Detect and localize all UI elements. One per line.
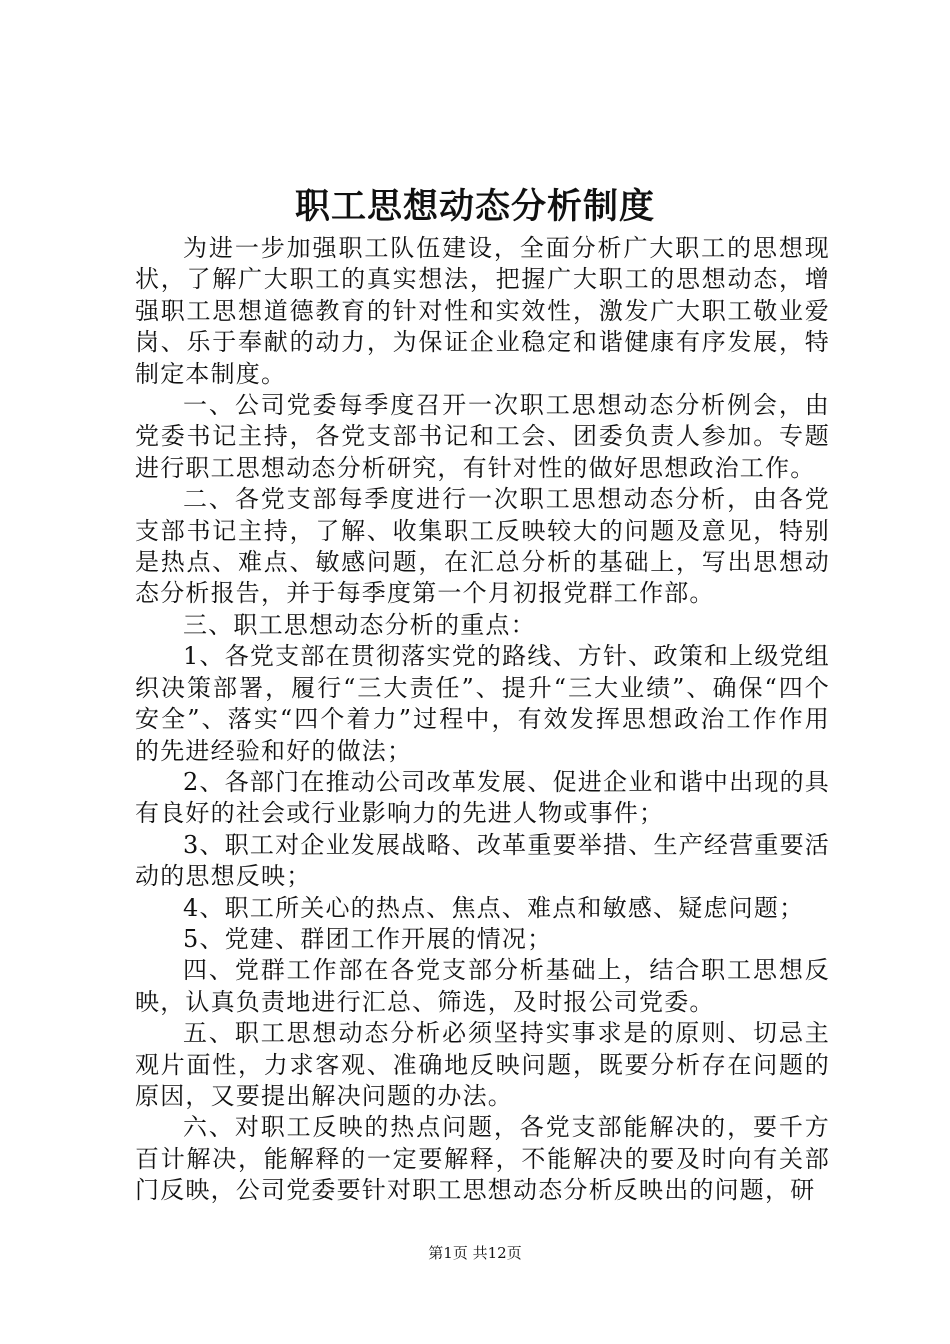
intro-paragraph: 为进一步加强职工队伍建设，全面分析广大职工的思想现状，了解广大职工的真实想法，把握广大职工的思想动态，增强职工思想道德教育的针对性和实效性，激发广大职工敬业爱岗、乐于奉献的动力，为保证企业稳定和谐健康有序发展，特制定本制度。 (135, 234, 830, 388)
page-number-footer: 第1页 共12页 (428, 1244, 522, 1262)
section-3-heading: 三、职工思想动态分析的重点： (183, 610, 536, 639)
focus-item-4: 4、职工所关心的热点、焦点、难点和敏感、疑虑问题； (183, 893, 805, 922)
document-body (135, 233, 830, 1207)
focus-item-1: 1、各党支部在贯彻落实党的路线、方针、政策和上级党组织决策部署，履行“三大责任”、提升“三大业绩”、确保“四个安全”、落实“四个着力”过程中，有效发挥思想政治工作作用的先进经验和好的做法； (135, 642, 830, 765)
section-1-paragraph: 一、公司党委每季度召开一次职工思想动态分析例会，由党委书记主持，各党支部书记和工会、团委负责人参加。专题进行职工思想动态分析研究，有针对性的做好思想政治工作。 (135, 391, 830, 482)
focus-item-5: 5、党建、群团工作开展的情况； (183, 924, 553, 953)
section-2-paragraph: 二、各党支部每季度进行一次职工思想动态分析，由各党支部书记主持，了解、收集职工反映较大的问题及意见，特别是热点、难点、敏感问题，在汇总分析的基础上，写出思想动态分析报告，并于每季度第一个月初报党群工作部。 (135, 485, 830, 608)
section-6-paragraph: 六、对职工反映的热点问题，各党支部能解决的，要千方百计解决，能解释的一定要解释，不能解决的要及时向有关部门反映，公司党委要针对职工思想动态分析反映出的问题，研 (135, 1113, 830, 1205)
section-4-paragraph: 四、党群工作部在各党支部分析基础上，结合职工思想反映，认真负责地进行汇总、筛选，及时报公司党委。 (135, 956, 830, 1016)
section-5-paragraph: 五、职工思想动态分析必须坚持实事求是的原则、切忌主观片面性，力求客观、准确地反映问题，既要分析存在问题的原因，又要提出解决问题的办法。 (135, 1019, 830, 1110)
document-title: 职工思想动态分析制度 (294, 187, 655, 227)
focus-item-2: 2、各部门在推动公司改革发展、促进企业和谐中出现的具有良好的社会或行业影响力的先进人物或事件； (135, 767, 830, 828)
focus-item-3: 3、职工对企业发展战略、改革重要举措、生产经营重要活动的思想反映； (135, 830, 830, 891)
